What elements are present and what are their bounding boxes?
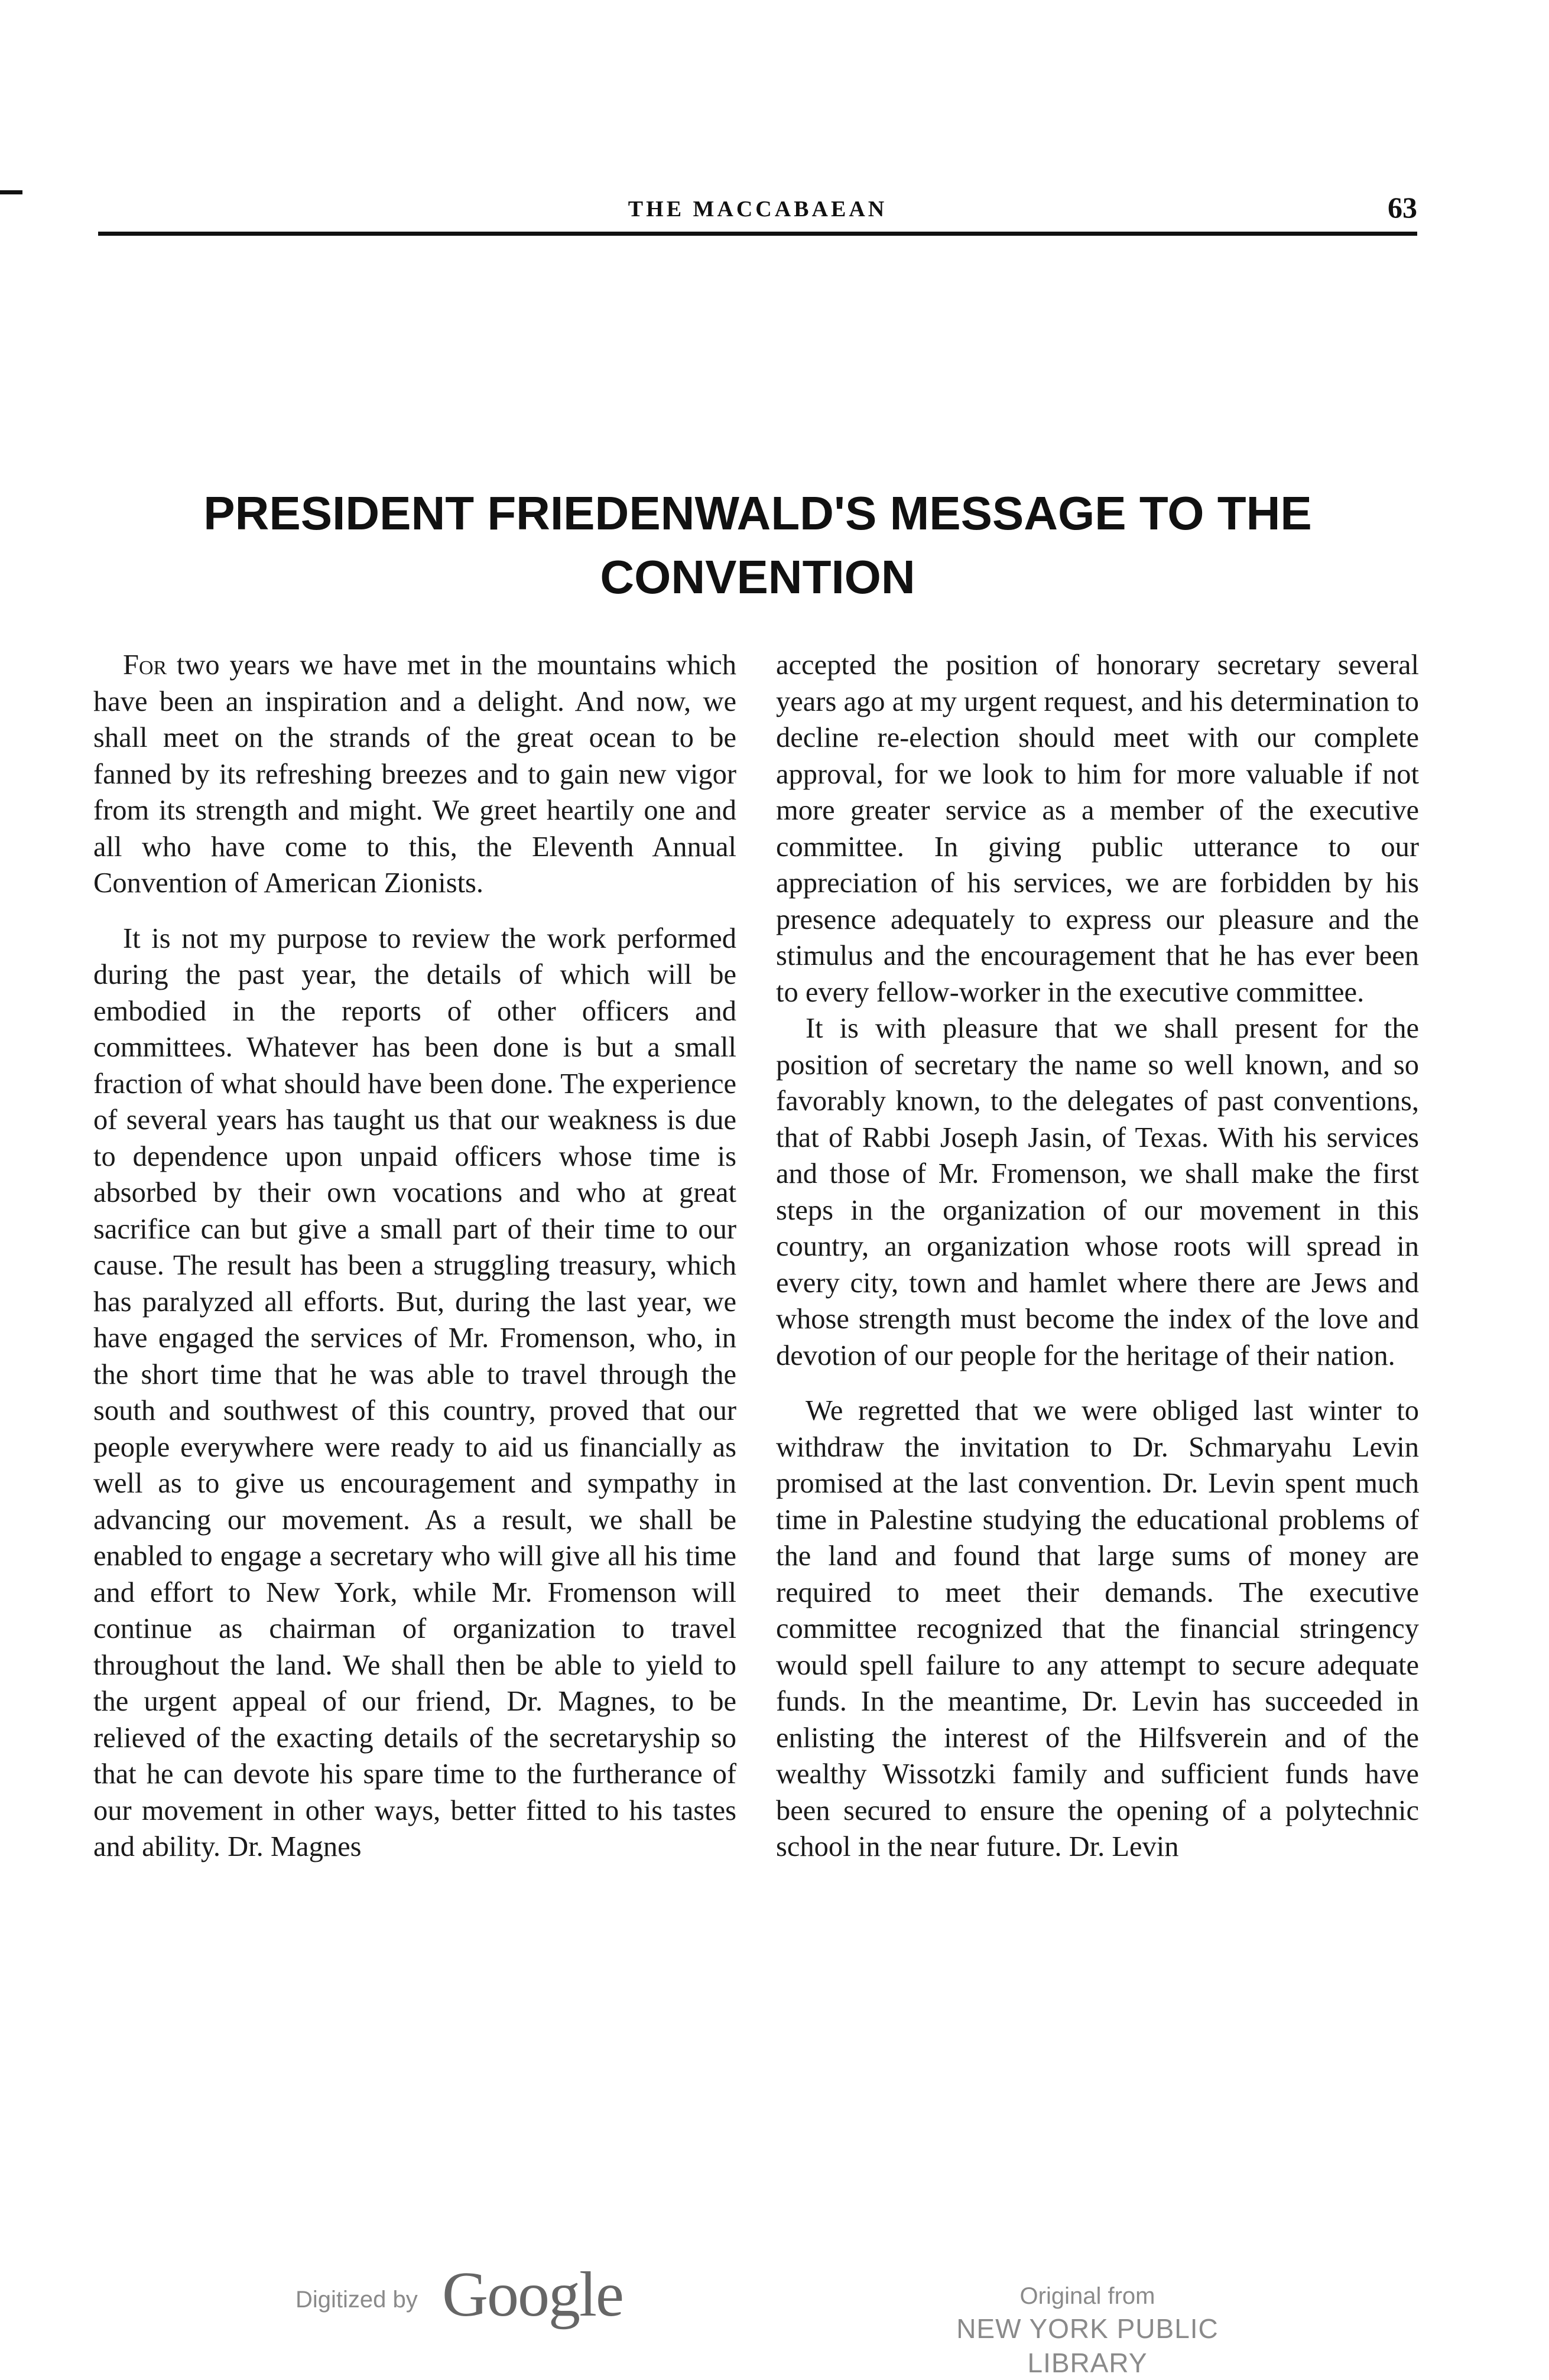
lead-word: For bbox=[123, 649, 167, 681]
google-logo: Google bbox=[442, 2259, 623, 2330]
article-title-line-2: CONVENTION bbox=[600, 551, 915, 603]
library-name: NEW YORK PUBLIC LIBRARY bbox=[956, 2313, 1219, 2378]
original-from-label: Original from bbox=[1019, 2283, 1155, 2309]
paragraph-text: two years we have met in the mountains which have been an inspiration and a delight. And now, we shall meet on the strands of the great ocean to be fanned by its refreshing breezes and to gain new vigor from its strength and might. We greet heartily one and all who have come to this, the Eleventh Annual Convention of American Zionists. bbox=[93, 649, 736, 899]
right-column bbox=[776, 647, 1419, 1865]
paragraph: accepted the position of honorary secretary several years ago at my urgent request, and his determination to decline re-election should meet with our complete approval, for we look to him for more valuable if not more greater service as a member of the executive committee. In giving public utterance to our appreciation of his services, we are forbidden by his presence adequately to express our pleasure and the stimulus and the encouragement that he has ever been to every fellow-worker in the executive committee. bbox=[776, 649, 1419, 1008]
paragraph: It is with pleasure that we shall present for the position of secretary the name so well known, and so favorably known, to the delegates of past conventions, that of Rabbi Joseph Jasin, of Texas. With his services and those of Mr. Fromenson, we shall make the first steps in the organization of our movement in this country, an organization whose roots will spread in every city, town and hamlet where there are Jews and whose strength must become the index of the love and devotion of our people for the heritage of their nation. bbox=[776, 1013, 1419, 1371]
left-column bbox=[93, 647, 736, 1865]
paragraph bbox=[93, 647, 736, 902]
paragraph: We regretted that we were obliged last winter to withdraw the invitation to Dr. Schmaryahu Levin promised at the last convention. Dr. Levin spent much time in Palestine studying the educational problems of the land and found that large sums of money are required to meet their demands. The executive committee recognized that the financial stringency would spell failure to any attempt to secure adequate funds. In the meantime, Dr. Levin has succeeded in enlisting the interest of the Hilfsverein and of the wealthy Wissotzki family and sufficient funds have been secured to ensure the opening of a polytechnic school in the near future. Dr. Levin bbox=[776, 1395, 1419, 1862]
running-title: THE MACCABAEAN bbox=[628, 197, 888, 222]
paragraph: It is not my purpose to review the work performed during the past year, the details of which will be embodied in the reports of other officers and committees. Whatever has been done is but a small fraction of what should have been done. The experience of several years has taught us that our weakness is due to dependence upon unpaid officers whose time is absorbed by their own vocations and who at great sacrifice can but give a small part of their time to our cause. The result has been a struggling treasury, which has paralyzed all efforts. But, during the last year, we have engaged the services of Mr. Fromenson, who, in the short time that he was able to travel through the south and southwest of this country, proved that our people everywhere were ready to aid us financially as well as to give us encouragement and sympathy in advancing our movement. As a result, we shall be enabled to engage a secretary who will give all his time and effort to New York, while Mr. Fromenson will continue as chairman of organization to travel throughout the land. We shall then be able to yield to the urgent appeal of our friend, Dr. Magnes, to be relieved of the exacting details of the secretaryship so that he can devote his spare time to the furtherance of our movement in other ways, better fitted to his tastes and ability. Dr. Magnes bbox=[93, 922, 736, 1862]
running-header bbox=[98, 190, 1417, 236]
margin-mark bbox=[0, 190, 22, 194]
source-attribution bbox=[904, 2281, 1271, 2380]
article-title bbox=[98, 482, 1417, 609]
article-title-line-1: PRESIDENT FRIEDENWALD'S MESSAGE TO THE bbox=[203, 487, 1312, 539]
page-number: 63 bbox=[1388, 191, 1417, 224]
digitized-by-label: Digitized by bbox=[295, 2287, 418, 2313]
